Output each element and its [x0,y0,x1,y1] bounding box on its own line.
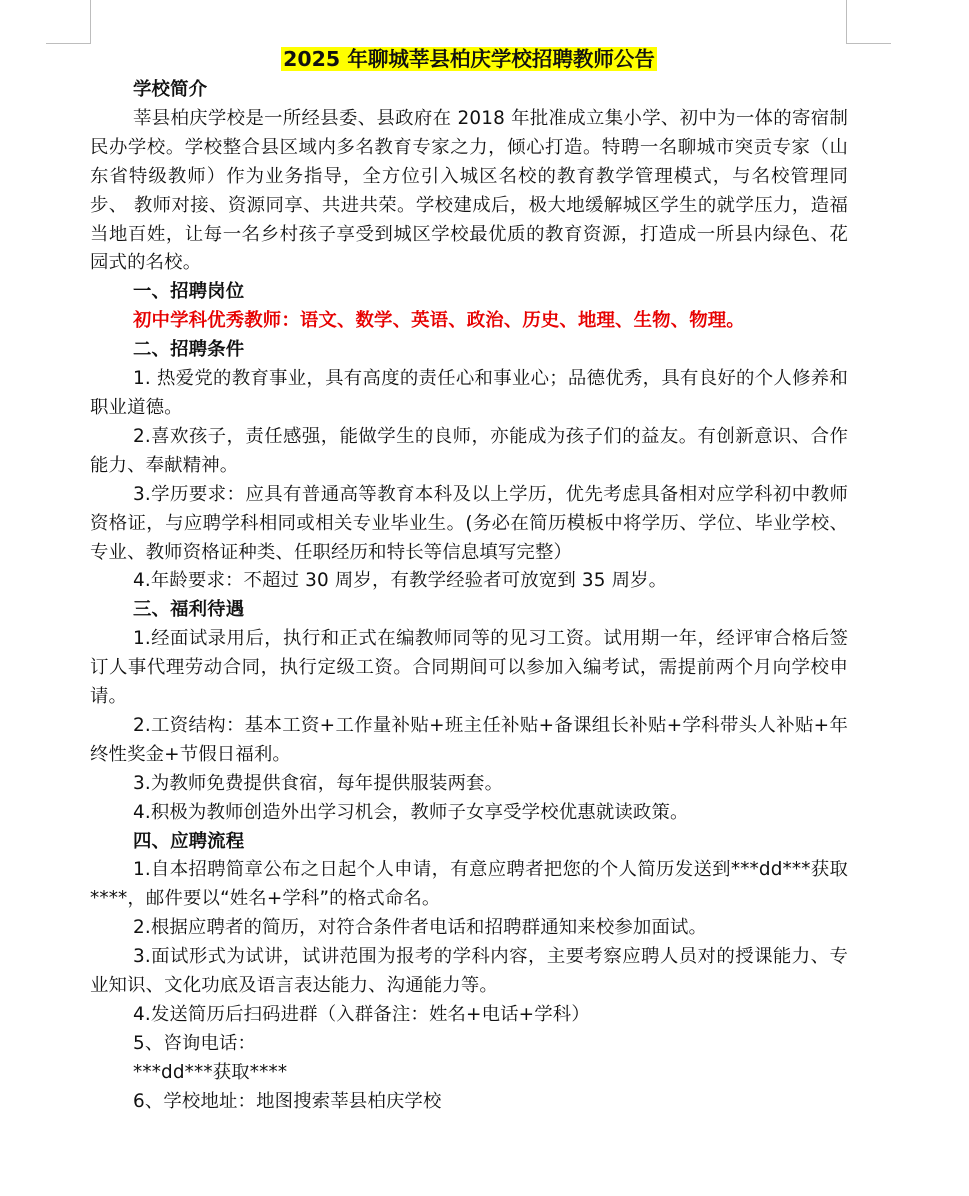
document-body [90,44,848,1117]
school-address: 6、学校地址：地图搜索莘县柏庆学校 [133,1090,442,1112]
condition-item-3: 3.学历要求：应具有普通高等教育本科及以上学历，优先考虑具备相对应学科初中教师资格证，与应聘学科相同或相关专业毕业生。(务必在简历模板中将学历、学位、毕业学校、专业、教师资格证种类、任职经历和特长等信息填写完整） [90,483,848,563]
benefit-item-4: 4.积极为教师创造外出学习机会，教师子女享受学校优惠就读政策。 [133,801,689,823]
condition-item-2: 2.喜欢孩子，责任感强，能做学生的良师，亦能成为孩子们的益友。有创新意识、合作能力、奉献精神。 [90,425,848,476]
benefits-heading: 三、福利待遇 [133,599,245,621]
benefit-item-1: 1.经面试录用后，执行和正式在编教师同等的见习工资。试用期一年，经评审合格后签订人事代理劳动合同，执行定级工资。合同期间可以参加入编考试，需提前两个月向学校申请。 [90,628,848,708]
title-highlight: 2025 年聊城莘县柏庆学校招聘教师公告 [283,47,655,71]
process-heading: 四、应聘流程 [133,830,245,852]
condition-item-1: 1. 热爱党的教育事业，具有高度的责任心和事业心；品德优秀，具有良好的个人修养和职业道德。 [90,368,848,418]
crop-mark-top-right-vertical [846,0,847,44]
intro-paragraph: 莘县柏庆学校是一所经县委、县政府在 2018 年批准成立集小学、初中为一体的寄宿制民办学校。学校整合县区域内多名教育专家之力，倾心打造。特聘一名聊城市突贡专家（山东省特级教师）作为业务指导，全方位引入城区名校的教育教学管理模式，与名校管理同步、 教师对接、资源同享、共进共荣。学校建成后，极大地缓解城区学生的就学压力，造福当地百姓，让每一名乡村孩子享受到城区学校最优质的教育资源，打造成一所县内绿色、花园式的名校。 [90,107,848,274]
benefit-item-2: 2.工资结构：基本工资+工作量补贴+班主任补贴+备课组长补贴+学科带头人补贴+年终性奖金+节假日福利。 [90,714,848,765]
process-item-1: 1.自本招聘简章公布之日起个人申请，有意应聘者把您的个人简历发送到***dd***获取****，邮件要以“姓名+学科”的格式命名。 [90,859,848,910]
conditions-heading: 二、招聘条件 [133,339,245,361]
crop-mark-top-left-vertical [90,0,91,44]
intro-heading: 学校简介 [133,79,208,100]
phone-label: 5、咨询电话： [133,1032,257,1054]
positions-heading: 一、招聘岗位 [133,281,245,303]
benefit-item-3: 3.为教师免费提供食宿，每年提供服装两套。 [133,772,504,794]
phone-value: ***dd***获取**** [133,1061,288,1083]
document-title [90,44,848,74]
crop-mark-top-left-horizontal [46,43,91,44]
process-item-4: 4.发送简历后扫码进群（入群备注：姓名+电话+学科） [133,1004,590,1025]
positions-text: 初中学科优秀教师：语文、数学、英语、政治、历史、地理、生物、物理。 [133,310,745,332]
process-item-2: 2.根据应聘者的简历，对符合条件者电话和招聘群通知来校参加面试。 [133,917,708,939]
condition-item-4: 4.年龄要求：不超过 30 周岁，有教学经验者可放宽到 35 周岁。 [133,570,668,592]
process-item-3: 3.面试形式为试讲，试讲范围为报考的学科内容，主要考察应聘人员对的授课能力、专业知识、文化功底及语言表达能力、沟通能力等。 [90,946,848,997]
crop-mark-top-right-horizontal [846,43,891,44]
